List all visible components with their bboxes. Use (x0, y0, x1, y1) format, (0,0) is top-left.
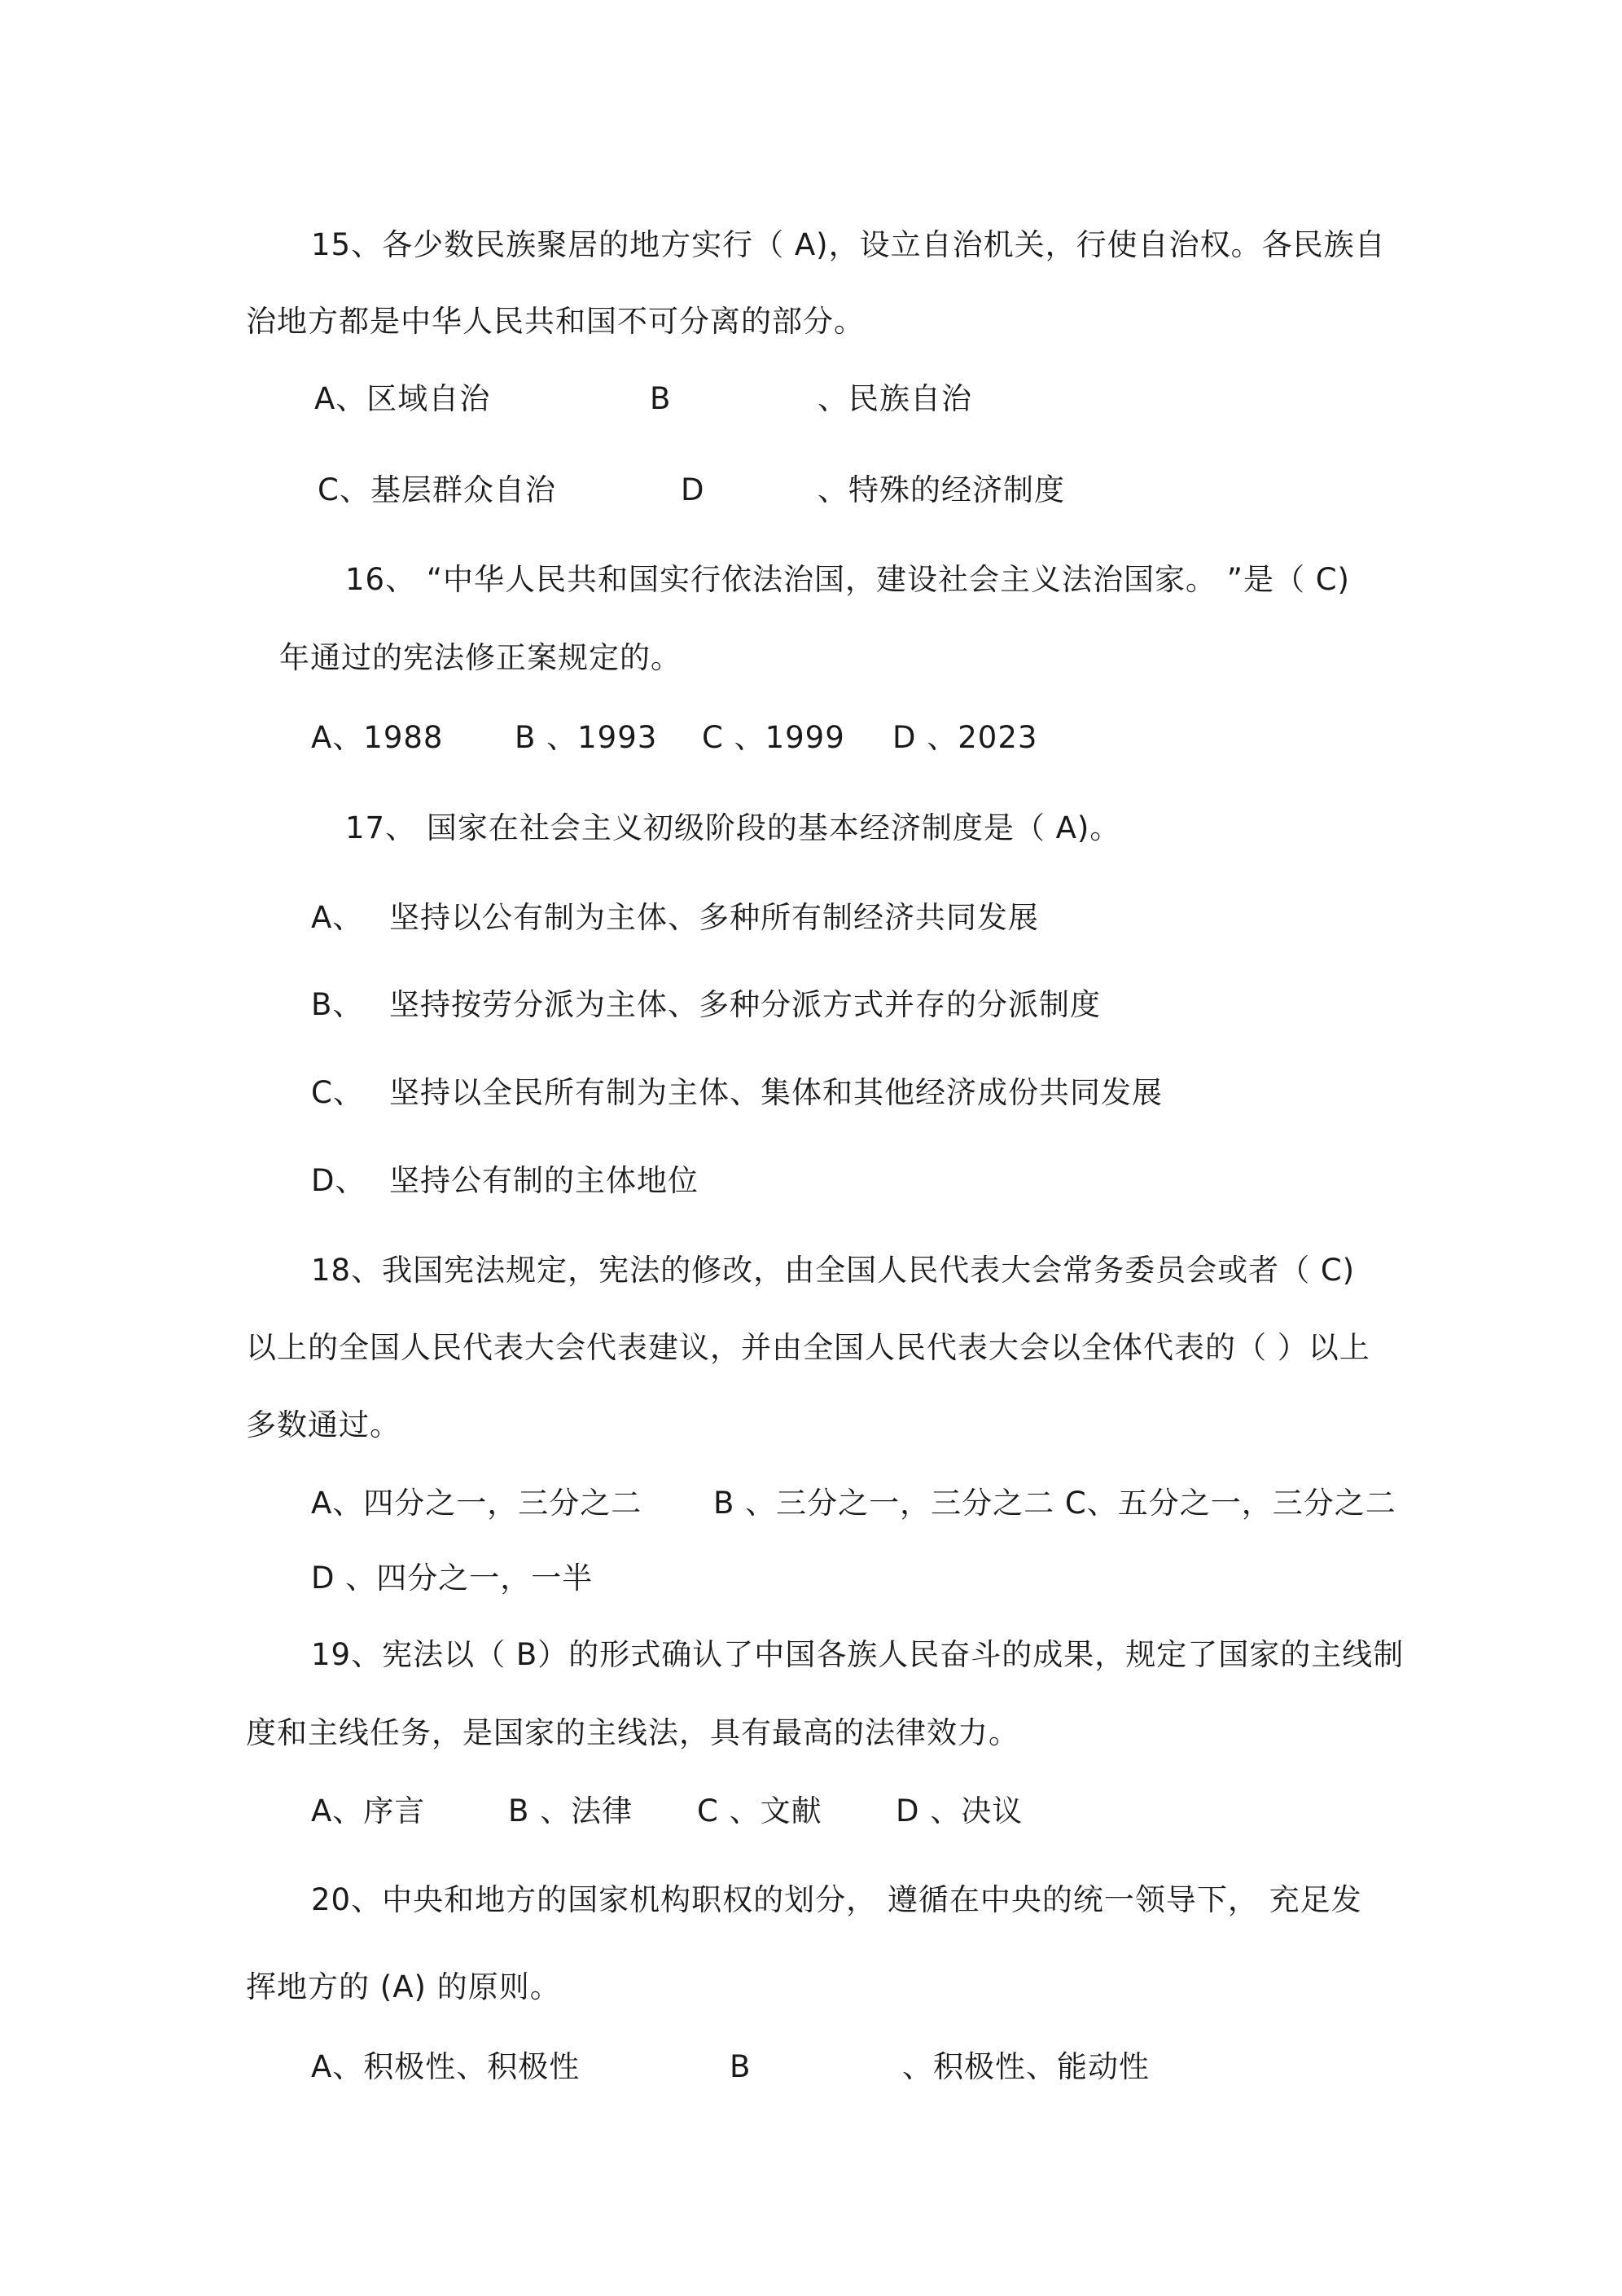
q19-option-c: C 、文献 (697, 1793, 822, 1828)
q18-option-a: A、四分之一，三分之二 (311, 1486, 642, 1521)
q15-option-c: C、基层群众自治 (318, 472, 556, 507)
q17-option-d-letter: D、 (311, 1163, 366, 1198)
q17-option-b-text: 坚持按劳分派为主体、多种分派方式并存的分派制度 (389, 987, 1101, 1022)
q15-option-b-letter: B (650, 381, 672, 416)
q17-option-a-text: 坚持以公有制为主体、多种所有制经济共同发展 (389, 900, 1039, 935)
q16-option-d: D 、2023 (892, 720, 1038, 755)
q20-line-1: 20、中央和地方的国家机构职权的划分， 遵循在中央的统一领导下， 充足发 (311, 1882, 1362, 1917)
q18-option-b-c: B 、三分之一，三分之二 C、五分之一，三分之二 (713, 1486, 1396, 1521)
q19-option-b: B 、法律 (508, 1793, 633, 1828)
q17-line-1: 17、 国家在社会主义初级阶段的基本经济制度是（ A)。 (345, 810, 1121, 845)
q17-option-c-letter: C、 (311, 1075, 364, 1110)
q15-option-b-text: 、民族自治 (818, 381, 972, 416)
q19-line-1: 19、宪法以（ B）的形式确认了中国各族人民奋斗的成果，规定了国家的主线制 (311, 1637, 1405, 1672)
q16-option-b: B 、1993 (515, 720, 658, 755)
q18-line-2: 以上的全国人民代表大会代表建议，并由全国人民代表大会以全体代表的（ ）以上 (246, 1330, 1370, 1365)
q15-line-2: 治地方都是中华人民共和国不可分离的部分。 (246, 304, 865, 339)
q17-option-b-letter: B、 (311, 987, 364, 1022)
q16-option-c: C 、1999 (702, 720, 845, 755)
q18-line-1: 18、我国宪法规定，宪法的修改，由全国人民代表大会常务委员会或者（ C) (311, 1253, 1356, 1288)
q15-line-1: 15、各少数民族聚居的地方实行（ A)，设立自治机关，行使自治权。各民族自 (311, 227, 1386, 262)
q16-line-2: 年通过的宪法修正案规定的。 (279, 640, 682, 675)
q17-option-d-text: 坚持公有制的主体地位 (389, 1163, 699, 1198)
q15-option-d-letter: D (681, 472, 705, 507)
q18-line-3: 多数通过。 (246, 1407, 401, 1442)
q19-option-a: A、序言 (311, 1793, 426, 1828)
q20-option-a: A、积极性、积极性 (311, 2049, 581, 2084)
q15-option-a: A、区域自治 (314, 381, 491, 416)
q17-option-c-text: 坚持以全民所有制为主体、集体和其他经济成份共同发展 (389, 1075, 1163, 1110)
q18-option-d: D 、四分之一，一半 (311, 1561, 594, 1596)
q20-line-2: 挥地方的 (A) 的原则。 (246, 1969, 561, 2004)
q19-option-d: D 、决议 (896, 1793, 1024, 1828)
q19-line-2: 度和主线任务，是国家的主线法，具有最高的法律效力。 (246, 1715, 1019, 1750)
q20-option-b-text: 、积极性、能动性 (902, 2049, 1150, 2084)
q16-line-1: 16、 “中华人民共和国实行依法治国，建设社会主义法治国家。 ”是（ C) (345, 562, 1350, 597)
q16-option-a: A、1988 (311, 720, 444, 755)
q20-option-b-letter: B (730, 2049, 752, 2084)
q17-option-a-letter: A、 (311, 900, 364, 935)
q15-option-d-text: 、特殊的经济制度 (818, 472, 1065, 507)
